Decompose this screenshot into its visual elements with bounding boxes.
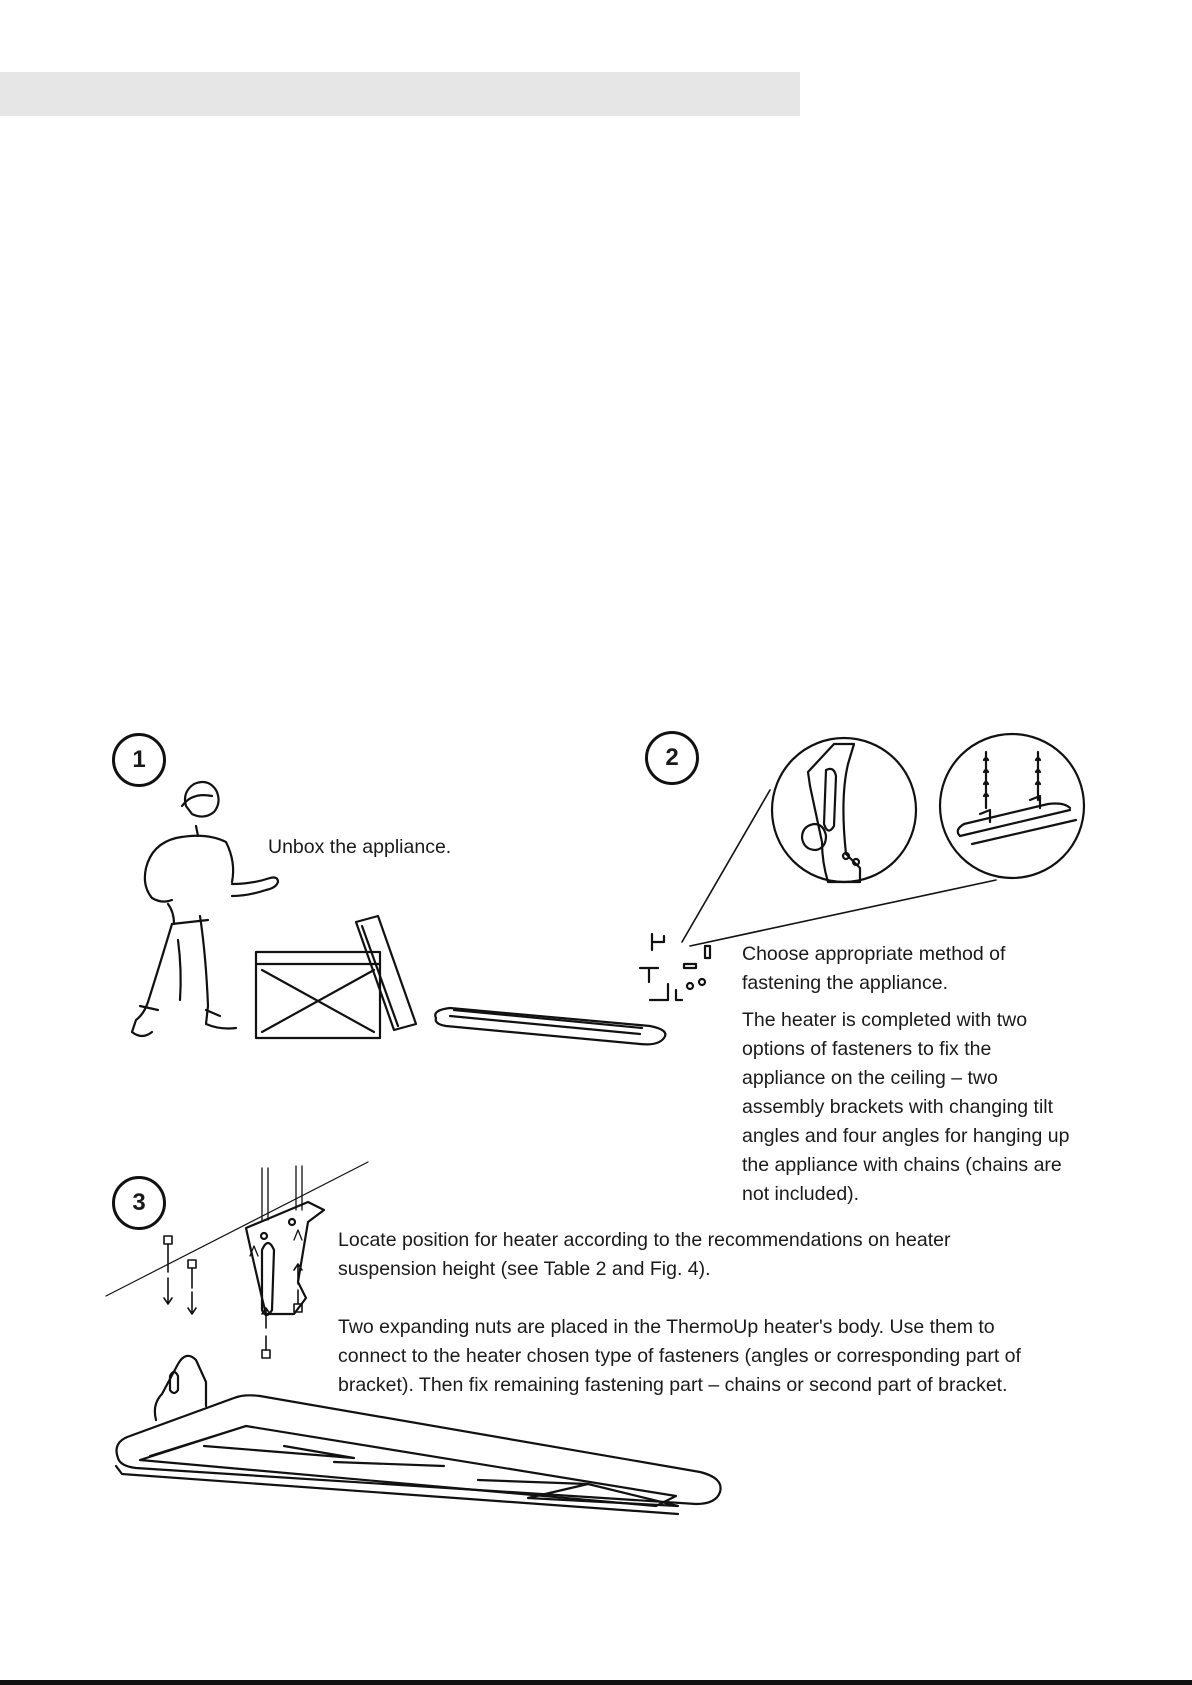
step-1-number: 1 bbox=[112, 733, 166, 787]
step-2-body: The heater is completed with two options of fasteners to fix the appliance on the ceiling – two assembly brackets with changing tilt angles and four angles for hanging up the appliance with chains (chains are not included). bbox=[742, 1009, 1070, 1205]
step-3-number: 3 bbox=[112, 1176, 166, 1230]
box-illustration bbox=[256, 916, 416, 1038]
ceiling-bracket bbox=[246, 1166, 324, 1315]
step-1-text: Unbox the appliance. bbox=[268, 836, 452, 858]
step-3-para-2: Two expanding nuts are placed in the ThermoUp heater's body. Use them to connect to the heater chosen type of fasteners (angles or corresponding part of bracket). Then fix remaining fastening part – chains or second part of bracket. bbox=[338, 1316, 1021, 1396]
step-2-text bbox=[742, 940, 1072, 1209]
heater-panel-floor bbox=[435, 1008, 665, 1044]
bracket-detail bbox=[772, 738, 916, 882]
step-3-text bbox=[338, 1226, 1068, 1400]
footer-rule bbox=[0, 1680, 1192, 1685]
step-2-number: 2 bbox=[645, 731, 699, 785]
step-3-para-1: Locate position for heater according to the recommendations on heater suspension height (see Table 2 and Fig. 4). bbox=[338, 1229, 951, 1280]
chains-detail bbox=[940, 734, 1084, 878]
screws-arrows bbox=[164, 1236, 302, 1358]
step-2-heading: Choose appropriate method of fastening the appliance. bbox=[742, 943, 1006, 994]
callout-lines bbox=[682, 790, 996, 946]
